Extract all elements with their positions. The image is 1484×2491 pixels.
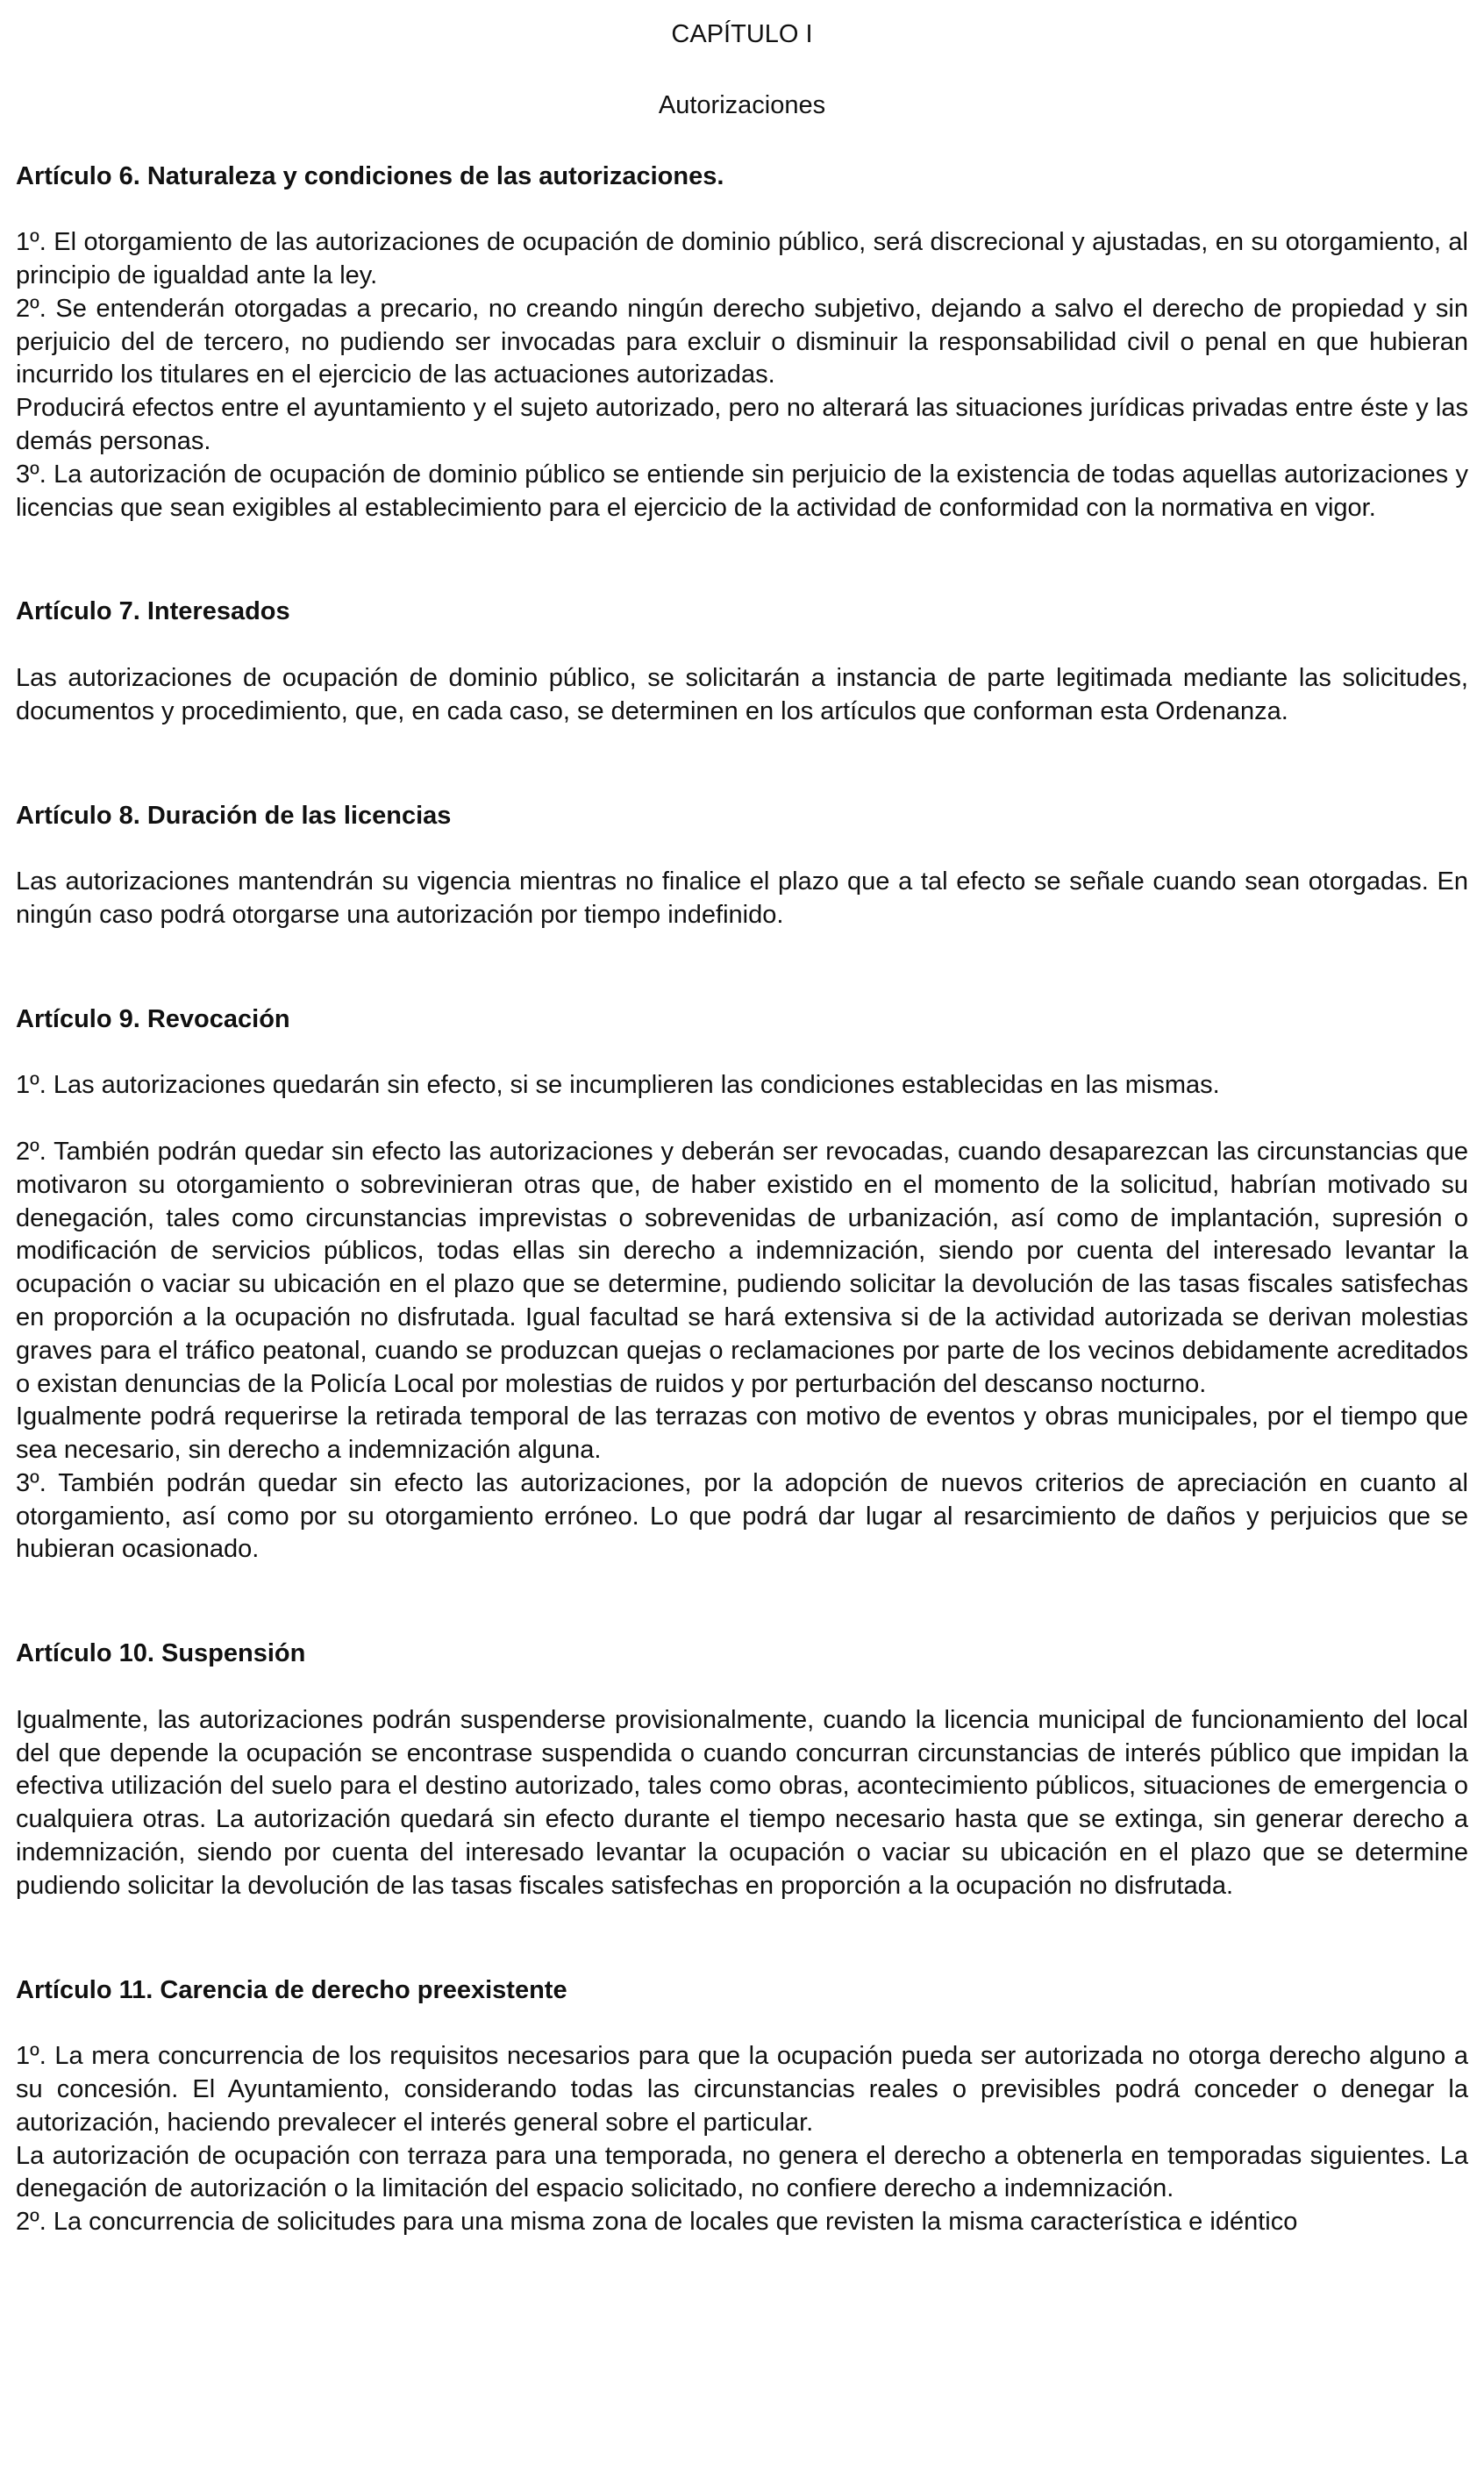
article-heading: Artículo 11. Carencia de derecho preexistente [16, 1975, 567, 2004]
article-paragraph: 1º. La mera concurrencia de los requisitos necesarios para que la ocupación pueda ser autorizada no otorga derecho alguno a su concesión. El Ayuntamiento, considerando todas las circunstancias reales o previsibles podrá conceder o denegar la autorización, haciendo prevalecer el interés general sobre el particular. [16, 2042, 1468, 2137]
article-heading: Artículo 7. Interesados [16, 597, 290, 626]
article-paragraph: 1º. Las autorizaciones quedarán sin efecto, si se incumplieren las condiciones establecidas en las mismas. [16, 1071, 1220, 1100]
article-paragraph: Producirá efectos entre el ayuntamiento y el sujeto autorizado, pero no alterará las situaciones jurídicas privadas entre éste y las demás personas. [16, 394, 1468, 455]
article-10 [16, 1638, 1468, 1902]
article-paragraph: Las autorizaciones mantendrán su vigencia mientras no finalice el plazo que a tal efecto se señale cuando sean otorgadas. En ningún caso podrá otorgarse una autorización por tiempo indefinido. [16, 867, 1468, 929]
article-heading: Artículo 10. Suspensión [16, 1639, 306, 1668]
document [16, 18, 1468, 2239]
article-7 [16, 596, 1468, 728]
section-title: Autorizaciones [658, 90, 826, 119]
article-paragraph: La autorización de ocupación con terraza para una temporada, no genera el derecho a obtenerla en temporadas siguientes. La denegación de autorización o la limitación del espacio solicitado, no confiere derecho a indemnización. [16, 2141, 1468, 2203]
article-11 [16, 1974, 1468, 2239]
article-paragraph: Las autorizaciones de ocupación de dominio público, se solicitarán a instancia de parte legitimada mediante las solicitudes, documentos y procedimiento, que, en cada caso, se determinen en los artículos que conforman esta Ordenanza. [16, 663, 1468, 725]
article-8 [16, 800, 1468, 932]
article-9 [16, 1003, 1468, 1567]
article-paragraph: 3º. También podrán quedar sin efecto las autorizaciones, por la adopción de nuevos criterios de apreciación en cuanto al otorgamiento, así como por su otorgamiento erróneo. Lo que podrá dar lugar al resarcimiento de daños y perjuicios que se hubieran ocasionado. [16, 1468, 1468, 1564]
article-paragraph: 2º. La concurrencia de solicitudes para una misma zona de locales que revisten la misma característica e idéntico [16, 2208, 1298, 2237]
article-paragraph: Igualmente, las autorizaciones podrán suspenderse provisionalmente, cuando la licencia municipal de funcionamiento del local del que depende la ocupación se encontrase suspendida o cuando concurran circunstancias de interés público que impidan la efectiva utilización del suelo para el destino autorizado, tales como obras, acontecimiento públicos, situaciones de emergencia o cualquiera otras. La autorización quedará sin efecto durante el tiempo necesario hasta que se extinga, sin generar derecho a indemnización, siendo por cuenta del interesado levantar la ocupación o vaciar su ubicación en el plazo que se determine pudiendo solicitar la devolución de las tasas fiscales satisfechas en proporción a la ocupación no disfrutada. [16, 1705, 1468, 1900]
article-paragraph: 1º. El otorgamiento de las autorizaciones de ocupación de dominio público, será discrecional y ajustadas, en su otorgamiento, al principio de igualdad ante la ley. [16, 228, 1468, 289]
article-heading: Artículo 9. Revocación [16, 1004, 290, 1033]
article-heading: Artículo 6. Naturaleza y condiciones de las autorizaciones. [16, 161, 724, 190]
article-paragraph: Igualmente podrá requerirse la retirada temporal de las terrazas con motivo de eventos y obras municipales, por el tiempo que sea necesario, sin derecho a indemnización alguna. [16, 1403, 1468, 1465]
article-paragraph: 2º. Se entenderán otorgadas a precario, no creando ningún derecho subjetivo, dejando a salvo el derecho de propiedad y sin perjuicio del de tercero, no pudiendo ser invocadas para excluir o disminuir la responsabilidad civil o penal en que hubieran incurrido los titulares en el ejercicio de las actuaciones autorizadas. [16, 294, 1468, 389]
article-6 [16, 161, 1468, 525]
article-paragraph: 2º. También podrán quedar sin efecto las autorizaciones y deberán ser revocadas, cuando desaparezcan las circunstancias que motivaron su otorgamiento o sobrevinieran otras que, de haber existido en el momento de la solicitud, habrían motivado su denegación, tales como circunstancias imprevistas o sobrevenidas de urbanización, así como de implantación, supresión o modificación de servicios públicos, todas ellas sin derecho a indemnización, siendo por cuenta del interesado levantar la ocupación o vaciar su ubicación en el plazo que se determine, pudiendo solicitar la devolución de las tasas fiscales satisfechas en proporción a la ocupación no disfrutada. Igual facultad se hará extensiva si de la actividad autorizada se derivan molestias graves para el tráfico peatonal, cuando se produzcan quejas o reclamaciones por parte de los vecinos debidamente acreditados o existan denuncias de la Policía Local por molestias de ruidos y por perturbación del descanso nocturno. [16, 1137, 1468, 1398]
chapter-title: CAPÍTULO I [671, 20, 813, 48]
article-heading: Artículo 8. Duración de las licencias [16, 801, 452, 830]
article-paragraph: 3º. La autorización de ocupación de dominio público se entiende sin perjuicio de la existencia de todas aquellas autorizaciones y licencias que sean exigibles al establecimiento para el ejercicio de la actividad de conformidad con la normativa en vigor. [16, 460, 1468, 522]
